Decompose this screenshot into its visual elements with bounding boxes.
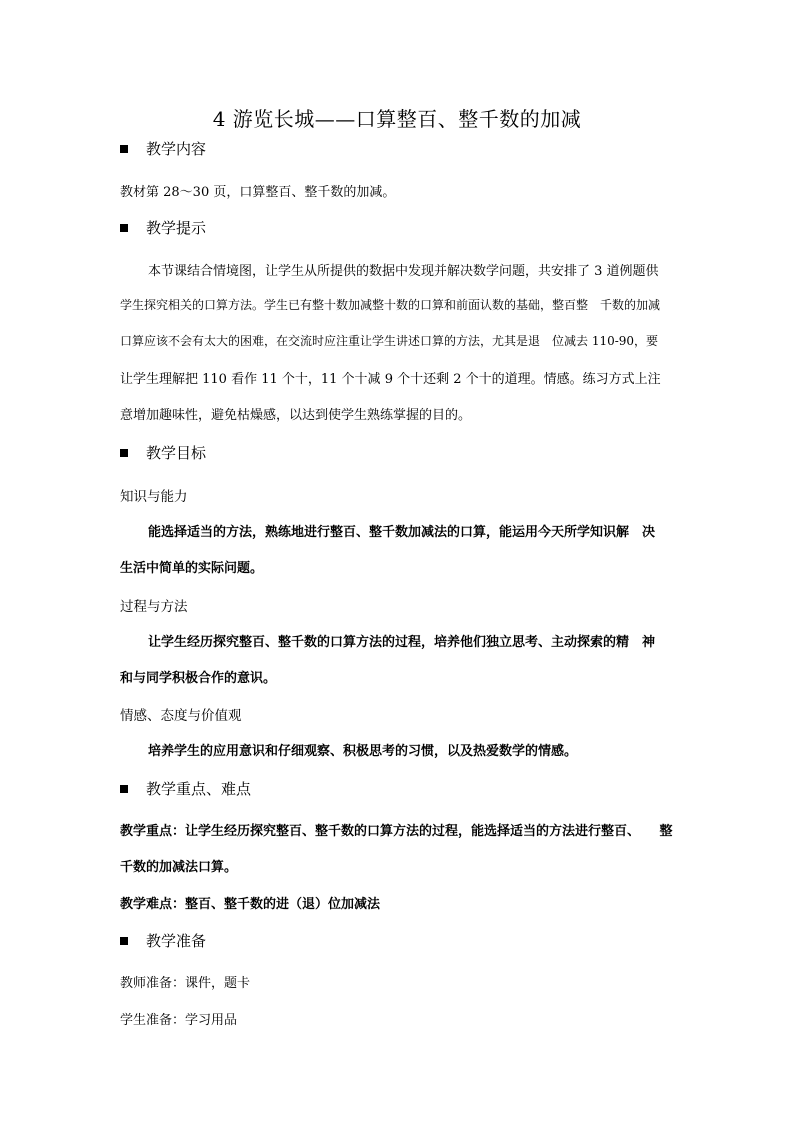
content-text: 教材第 28～30 页，口算整百、整千数的加减。 bbox=[120, 185, 396, 200]
goals-emotion-line: 培养学生的应用意识和仔细观察、积极思考的习惯，以及热爱数学的情感。 bbox=[148, 744, 578, 759]
section-heading-goals bbox=[120, 442, 206, 463]
goals-knowledge-line-1: 能选择适当的方法，熟练地进行整百、整千数加减法的口算，能运用今天所学知识解 决 bbox=[148, 525, 656, 540]
prep-student: 学生准备：学习用品 bbox=[120, 1013, 238, 1028]
section-heading-text: 教学内容 bbox=[146, 140, 207, 158]
key-line-1: 教学重点：让学生经历探究整百、整千数的口算方法的过程，能选择适当的方法进行整百、 整 bbox=[120, 824, 673, 839]
section-heading-text: 教学提示 bbox=[146, 219, 207, 237]
goals-process-line-2: 和与同学积极合作的意识。 bbox=[120, 671, 277, 686]
goals-process-line-1: 让学生经历探究整百、整千数的口算方法的过程，培养他们独立思考、主动探索的精 神 bbox=[148, 635, 656, 650]
goals-knowledge-title: 知识与能力 bbox=[120, 489, 188, 505]
hint-line-1: 本节课结合情境图，让学生从所提供的数据中发现并解决数学问题，共安排了 3 道例题供 bbox=[148, 264, 659, 279]
section-heading-content bbox=[120, 138, 206, 159]
section-heading-hint bbox=[120, 217, 206, 238]
hint-line-2: 学生探究相关的口算方法。学生已有整十数加减整十数的口算和前面认数的基础，整百整 千数的加减 bbox=[120, 298, 661, 312]
goals-knowledge-line-2: 生活中简单的实际问题。 bbox=[120, 561, 264, 576]
bullet-square-icon bbox=[120, 937, 128, 945]
document-title: 4 游览长城——口算整百、整千数的加减 bbox=[212, 107, 582, 131]
section-heading-text: 教学目标 bbox=[146, 444, 207, 462]
key-line-2: 千数的加减法口算。 bbox=[120, 860, 238, 875]
section-heading-text: 教学重点、难点 bbox=[146, 780, 252, 798]
bullet-square-icon bbox=[120, 449, 128, 457]
bullet-square-icon bbox=[120, 145, 128, 153]
prep-teacher: 教师准备：课件，题卡 bbox=[120, 976, 251, 991]
goals-emotion-title: 情感、态度与价值观 bbox=[120, 708, 242, 724]
bullet-square-icon bbox=[120, 785, 128, 793]
hint-line-5: 意增加趣味性，避免枯燥感，以达到使学生熟练掌握的目的。 bbox=[120, 408, 472, 423]
section-heading-prep bbox=[120, 930, 206, 951]
section-heading-key bbox=[120, 778, 251, 799]
bullet-square-icon bbox=[120, 224, 128, 232]
difficult-line: 教学难点：整百、整千数的进（退）位加减法 bbox=[120, 897, 381, 912]
section-heading-text: 教学准备 bbox=[146, 932, 207, 950]
hint-line-4: 让学生理解把 110 看作 11 个十，11 个十减 9 个十还剩 2 个十的道理。情感。练习方式上注 bbox=[120, 372, 661, 387]
goals-process-title: 过程与方法 bbox=[120, 599, 188, 615]
hint-line-3: 口算应该不会有太大的困难，在交流时应注重让学生讲述口算的方法，尤其是退 位减去 110-90，要 bbox=[120, 334, 659, 348]
